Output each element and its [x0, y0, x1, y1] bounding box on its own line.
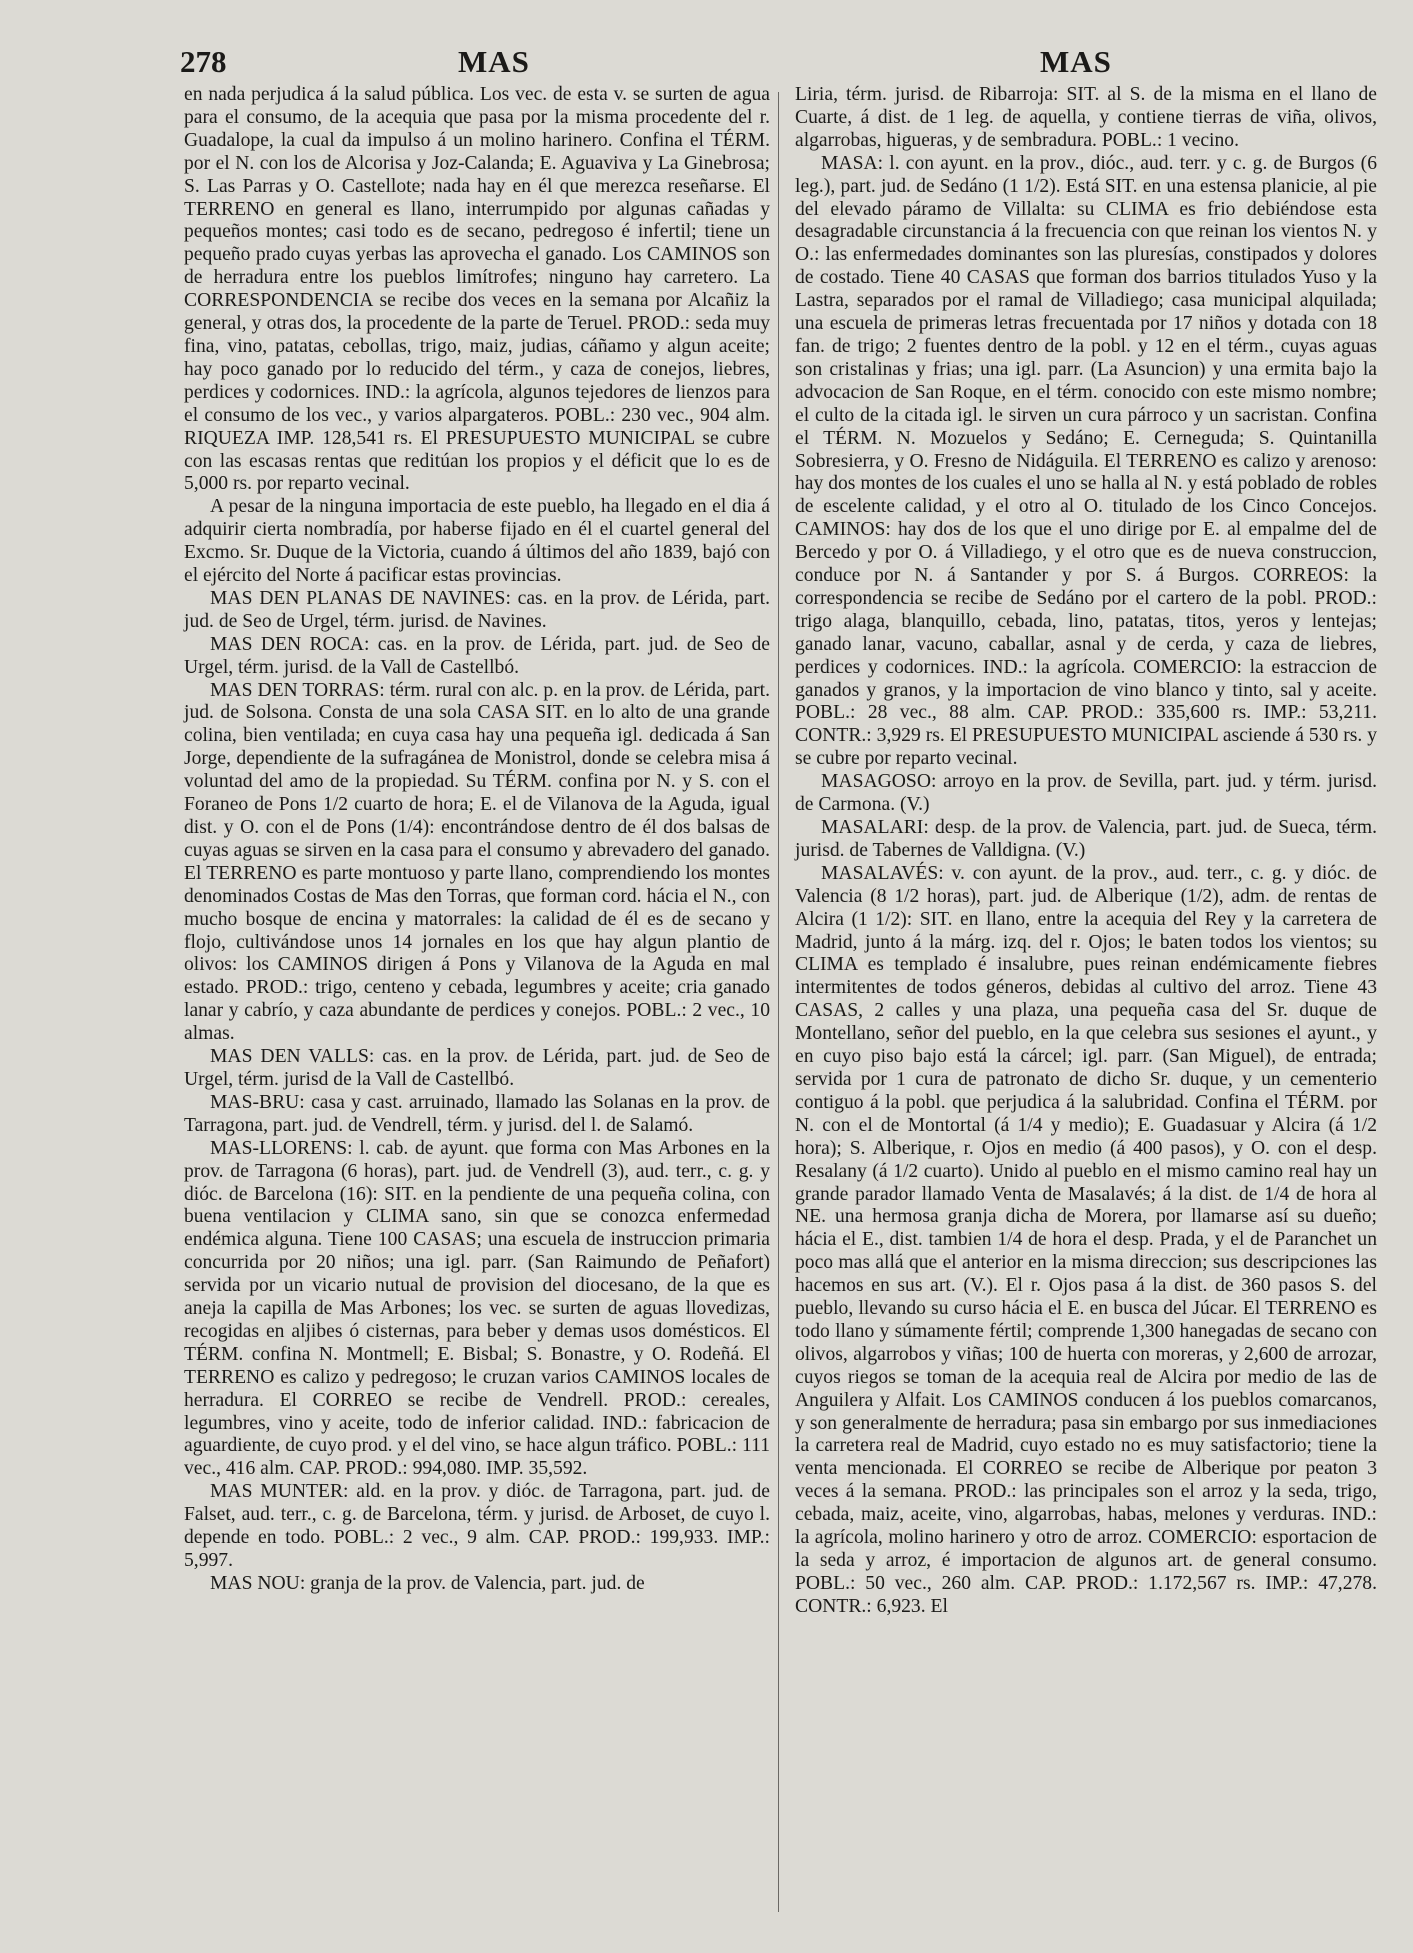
right-running-head: MAS — [1040, 44, 1112, 79]
right-column — [795, 84, 1377, 1619]
page-header — [180, 44, 1348, 84]
entry-masagoso: MASAGOSO: arroyo en la prov. de Sevilla, part. jud. y térm. jurisd. de Carmona. (V.) — [795, 771, 1377, 816]
entry-mas-den-roca: MAS DEN ROCA: cas. en la prov. de Lérida, part. jud. de Seo de Urgel, térm. jurisd. de la Vall de Castellbó. — [184, 633, 770, 678]
entry-mas-llorens: MAS-LLORENS: l. cab. de ayunt. que forma con Mas Arbones en la prov. de Tarragona (6 horas), part. jud. de Vendrell (3), aud. terr., c. g. y dióc. de Barcelona (16): SIT. en la pendiente de una pequeña colina, con buena ventilacion y CLIMA sano, sin que se conozca enfermedad endémica alguna. Tiene 100 CASAS; una escuela de instruccion primaria concurrida por 20 niños; una igl. parr. (San Raimundo de Peñafort) servida por un vicario nutual de provision del diocesano, de la que es aneja la capilla de Mas Arbones; los vec. se surten de aguas llovedizas, recogidas en aljibes ó cisternas, para beber y demas usos domésticos. El TÉRM. confina N. Montmell; E. Bisbal; S. Bonastre, y O. Rodeñá. El TERRENO es calizo y pedregoso; le cruzan varios CAMINOS locales de herradura. El CORREO se recibe de Vendrell. PROD.: cereales, legumbres, vino y aceite, todo de inferior calidad. IND.: fabricacion de aguardiente, de cuyo prod. y el del vino, se hace algun tráfico. POBL.: 111 vec., 416 alm. CAP. PROD.: 994,080. IMP. 35,592. — [184, 1137, 770, 1480]
left-column — [184, 84, 770, 1596]
column-divider — [778, 92, 779, 1912]
entry-mas-bru: MAS-BRU: casa y cast. arruinado, llamado las Solanas en la prov. de Tarragona, part. jud. de Vendrell, térm. y jurisd. del l. de Salamó. — [184, 1091, 770, 1136]
entry-paragraph: A pesar de la ninguna importacia de este pueblo, ha llegado en el dia á adquirir cierta nombradía, por haberse fijado en él el cuartel general del Excmo. Sr. Duque de la Victoria, cuando á últimos del año 1839, bajó con el ejército del Norte á pacificar estas provincias. — [184, 496, 770, 587]
left-running-head: MAS — [458, 44, 530, 79]
entry-continuation: Liria, térm. jurisd. de Ribarroja: SIT. al S. de la misma en el llano de Cuarte, á dist. de 1 leg. de aquella, y contiene tierras de viña, olivos, algarrobas, higueras, y de sembradura. POBL.: 1 vecino. — [795, 84, 1377, 151]
entry-mas-den-valls: MAS DEN VALLS: cas. en la prov. de Lérida, part. jud. de Seo de Urgel, térm. jurisd de la Vall de Castellbó. — [184, 1046, 770, 1090]
entry-mas-munter: MAS MUNTER: ald. en la prov. y dióc. de Tarragona, part. jud. de Falset, aud. terr., c. g. de Barcelona, térm. y jurisd. de Arboset, de cuyo l. depende en todo. POBL.: 2 vec., 9 alm. CAP. PROD.: 199,933. IMP.: 5,997. — [184, 1481, 770, 1571]
entry-masa: MASA: l. con ayunt. en la prov., dióc., aud. terr. y c. g. de Burgos (6 leg.), part. jud. de Sedáno (1 1/2). Está SIT. en una estensa planicie, al pie del elevado páramo de Villalta: su CLIMA es frio debiéndose esta desagradable circunstancia á la frecuencia con que reinan los vientos N. y O.: las enfermedades dominantes son las pluresías, constipados y dolores de costado. Tiene 40 CASAS que forman dos barrios titulados Yuso y la Lastra, separados por el ramal de Villadiego; casa municipal alquilada; una escuela de primeras letras frecuentada por 17 niños y dotada con 18 fan. de trigo; 2 fuentes dentro de la pobl. y 12 en el térm., cuyas aguas son cristalinas y frias; una igl. parr. (La Asuncion) y una ermita bajo la advocacion de San Roque, en el térm. conocido con este mismo nombre; el culto de la citada igl. le sirven un cura párroco y un sacristan. Confina el TÉRM. N. Mozuelos y Sedáno; E. Cerneguda; S. Quintanilla Sobresierra, y O. Fresno de Nidáguila. El TERRENO es calizo y arenoso: hay dos montes de los cuales el uno se halla al N. y está poblado de robles de escelente calidad, y el otro al O. titulado de los Cinco Concejos. CAMINOS: hay dos de los que el uno dirige por E. al empalme del de Bercedo y por O. á Villadiego, y el otro que es de nueva construccion, conduce por N. á Santander y por S. á Burgos. CORREOS: la correspondencia se recibe de Sedáno por el cartero de la pobl. PROD.: trigo alaga, blanquillo, cebada, lino, patatas, titos, yeros y lentejas; ganado lanar, vacuno, caballar, asnal y de cerda, y caza de liebres, perdices y codornices. IND.: la agrícola. COMERCIO: la estraccion de ganados y granos, y la importacion de vino blanco y tinto, sal y aceite. POBL.: 28 vec., 88 alm. CAP. PROD.: 335,600 rs. IMP.: 53,211. CONTR.: 3,929 rs. El PRESUPUESTO MUNICIPAL asciende á 530 rs. y se cubre por reparto vecinal. — [795, 152, 1377, 770]
entry-masalaves: MASALAVÉS: v. con ayunt. de la prov., aud. terr., c. g. y dióc. de Valencia (8 1/2 horas), part. jud. de Alberique (1/2), adm. de rentas de Alcira (1 1/2): SIT. en llano, entre la acequia del Rey y la carretera de Madrid, junto á la márg. izq. del r. Ojos; le baten todos los vientos; su CLIMA es templado é insalubre, pues reinan endémicamente fiebres intermitentes de todos géneros, debidas al cultivo del arroz. Tiene 43 CASAS, 2 calles y una plaza, una pequeña casa del Sr. duque de Montellano, señor del pueblo, en la que celebra sus sesiones el ayunt., y en cuyo piso bajo está la cárcel; igl. parr. (San Miguel), de entrada; servida por 1 cura de patronato de dicho Sr. duque, y un cementerio contiguo á la pobl. que perjudica á la salubridad. Confina el TÉRM. por N. con el de Montortal (á 1/4 y medio); E. Guadasuar y Alcira (á 1/2 hora); S. Alberique, r. Ojos en medio (á 400 pasos), y O. con el desp. Resalany (á 1/2 cuarto). Unido al pueblo en el mismo camino real hay un grande parador llamado Venta de Masalavés; á la dist. de 1/4 de hora al NE. una hermosa granja dicha de Morera, por llamarse así su dueño; hácia el E., dist. tambien 1/4 de hora el desp. Prada, y el de Paranchet un poco mas allá que el anterior en la misma direccion; sus descripciones las hacemos en sus art. (V.). El r. Ojos pasa á la dist. de 360 pasos S. del pueblo, llevando su curso hácia el E. en busca del Júcar. El TERRENO es todo llano y súmamente fértil; comprende 1,300 hanegadas de secano con olivos, algarrobos y viñas; 100 de huerta con moreras, y 2,600 de arrozar, cuyos riegos se toman de la acequia real de Alcira por medio de las de Anguilera y Alfait. Los CAMINOS conducen á los pueblos comarcanos, y son generalmente de herradura; pasa sin embargo por sus inmediaciones la carretera real de Madrid, cuyo estado no es muy satisfactorio; tiene la venta mencionada. El CORREO se recibe de Alberique por peaton 3 veces á la semana. PROD.: las principales son el arroz y la seda, trigo, cebada, maiz, aceite, vino, algarrobas, habas, melones y verduras. IND.: la agrícola, molino harinero y otro de arroz. COMERCIO: esportacion de la seda y arroz, é importacion de algunos art. de general consumo. POBL.: 50 vec., 260 alm. CAP. PROD.: 1.172,567 rs. IMP.: 47,278. CONTR.: 6,923. El — [795, 862, 1377, 1617]
entry-masalari: MASALARI: desp. de la prov. de Valencia, part. jud. de Sueca, térm. jurisd. de Tabernes de Valldigna. (V.) — [795, 817, 1377, 861]
entry-mas-den-torras: MAS DEN TORRAS: térm. rural con alc. p. en la prov. de Lérida, part. jud. de Solsona. Consta de una sola CASA SIT. en lo alto de una grande colina, bien ventilada; en cuya casa hay una pequeña igl. dedicada á San Jorge, dependiente de la sufragánea de Monistrol, donde se celebra misa á voluntad del amo de la propiedad. Su TÉRM. confina por N. y S. con el Foraneo de Pons 1/2 cuarto de hora; E. el de Vilanova de la Aguda, igual dist. y O. con el de Pons (1/4): encontrándose dentro de él dos balsas de cuyas aguas se sirven en la casa para el consumo y abrevadero del ganado. El TERRENO es parte montuoso y parte llano, comprendiendo los montes denominados Costas de Mas den Torras, que forman cord. hácia el N., con mucho bosque de encina y matorrales: la calidad de él es de secano y flojo, cultivándose unos 14 jornales en los que hay algun plantio de olivos: los CAMINOS dirigen á Pons y Vilanova de la Aguda en mal estado. PROD.: trigo, centeno y cebada, legumbres y aceite; cria ganado lanar y cabrío, y caza abundante de perdices y conejos. POBL.: 2 vec., 10 almas. — [184, 679, 770, 1045]
page-number: 278 — [180, 44, 227, 79]
entry-mas-den-planas: MAS DEN PLANAS DE NAVINES: cas. en la prov. de Lérida, part. jud. de Seo de Urgel, térm. jurisd. de Navines. — [184, 587, 770, 632]
entry-continuation: en nada perjudica á la salud pública. Los vec. de esta v. se surten de agua para el consumo, de la acequia que pasa por la misma procedente del r. Guadalope, la cual da impulso á un molino harinero. Confina el TÉRM. por el N. con los de Alcorisa y Joz-Calanda; E. Aguaviva y La Ginebrosa; S. Las Parras y O. Castellote; nada hay en él que merezca reseñarse. El TERRENO en general es llano, interrumpido por algunas cañadas y pequeños montes; casi todo es de secano, pedregoso é infertil; tiene un pequeño prado cuyas yerbas las aprovecha el ganado. Los CAMINOS son de herradura entre los pueblos limítrofes; ninguno hay carretero. La CORRESPONDENCIA se recibe dos veces en la semana por Alcañiz la general, y otras dos, la procedente de la parte de Teruel. PROD.: seda muy fina, vino, patatas, cebollas, trigo, maiz, judias, cáñamo y algun aceite; hay poco ganado por lo reducido del térm., y caza de conejos, liebres, perdices y codornices. IND.: la agrícola, algunos tejedores de lienzos para el consumo de los vec., y varios alpargateros. POBL.: 230 vec., 904 alm. RIQUEZA IMP. 128,541 rs. El PRESUPUESTO MUNICIPAL se cubre con las escasas rentas que reditúan los propios y el déficit que lo es de 5,000 rs. por reparto vecinal. — [184, 84, 770, 495]
entry-mas-nou: MAS NOU: granja de la prov. de Valencia, part. jud. de — [210, 1572, 645, 1594]
